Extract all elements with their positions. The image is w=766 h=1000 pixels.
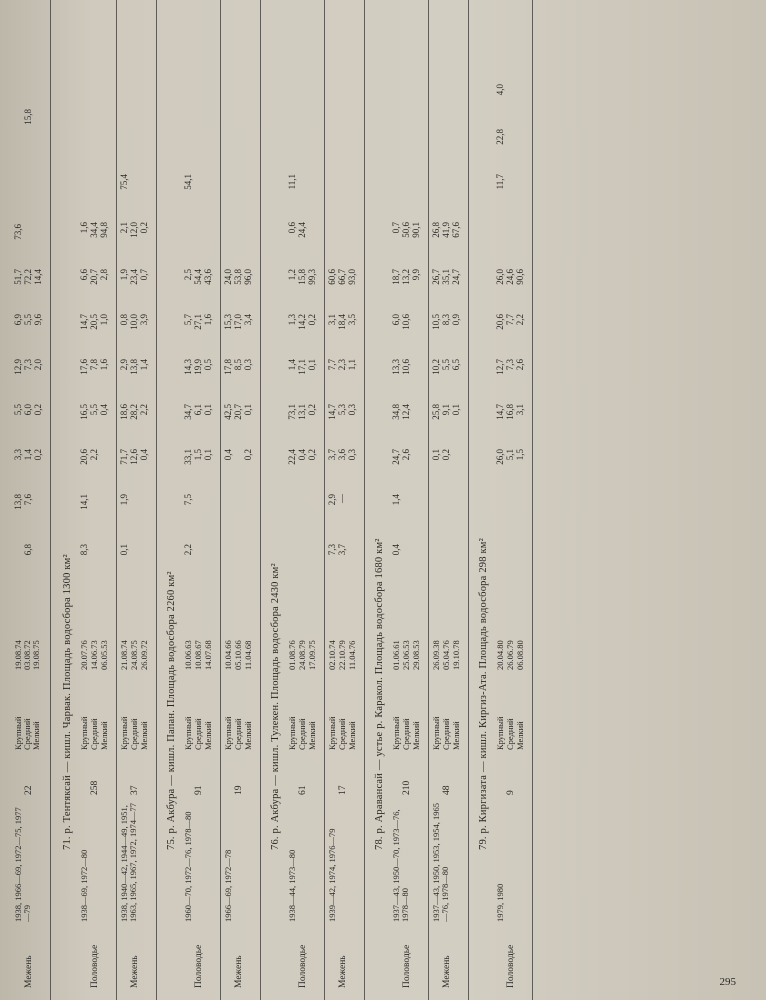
value-cell: 0,2 [33, 404, 43, 416]
rule-line [156, 0, 157, 1000]
value-cell: 0,1 [203, 449, 213, 461]
date-cell: 10.04.66 [223, 640, 233, 670]
value-cell: 20,5 [89, 314, 99, 330]
value-cell: 11,7 [495, 174, 505, 190]
size-label: Мелкий [515, 721, 525, 750]
value-cell: 60,6 [327, 269, 337, 285]
value-cell: 0,2 [441, 449, 451, 461]
count-cell: 9 [506, 790, 516, 795]
date-cell: 11.04.76 [347, 640, 357, 670]
value-cell: 14,7 [327, 404, 337, 420]
value-cell: 2,6 [401, 449, 411, 461]
value-cell: 13,8 [13, 494, 23, 510]
value-cell: 7,5 [183, 494, 193, 506]
value-cell: 15,8 [23, 109, 33, 125]
phase-label: Половодье [194, 944, 204, 988]
value-cell: 19,9 [193, 359, 203, 375]
value-cell: 26,0 [495, 449, 505, 465]
section-title: 78. р. Аравансай — устье р. Каракол. Площадь водосбора 1680 км² [374, 538, 385, 850]
value-cell: 0,2 [139, 222, 149, 234]
size-label: Мелкий [307, 721, 317, 750]
phase-label: Половодье [402, 944, 412, 988]
value-cell: 42,5 [223, 404, 233, 420]
value-cell: 0,4 [223, 449, 233, 461]
value-cell: 10,2 [431, 359, 441, 375]
value-cell: 24,4 [297, 222, 307, 238]
date-cell: 14.07.68 [203, 640, 213, 670]
value-cell: 22,8 [495, 129, 505, 145]
value-cell: 1,1 [347, 359, 357, 371]
date-cell: 17.09.75 [307, 640, 317, 670]
value-cell: 67,6 [451, 222, 461, 238]
value-cell: 10,6 [401, 359, 411, 375]
value-cell: 16,5 [79, 404, 89, 420]
value-cell: 1,5 [515, 449, 525, 461]
value-cell: 0,2 [307, 314, 317, 326]
size-label: Средний [441, 718, 451, 750]
value-cell: 17,8 [223, 359, 233, 375]
value-cell: 94,8 [99, 222, 109, 238]
value-cell: 7,3 [327, 544, 337, 556]
value-cell: 0,4 [139, 449, 149, 461]
value-cell: 15,8 [297, 269, 307, 285]
date-cell: 14.06.73 [89, 640, 99, 670]
value-cell: 12,6 [129, 449, 139, 465]
date-cell: 25.06.53 [401, 640, 411, 670]
value-cell: 43,6 [203, 269, 213, 285]
value-cell: 20,6 [79, 449, 89, 465]
years-cell: 1979, 1980 [495, 883, 505, 922]
value-cell: 9,9 [411, 269, 421, 281]
size-label: Средний [297, 718, 307, 750]
size-label: Крупный [327, 716, 337, 750]
date-cell: 01.08.76 [287, 640, 297, 670]
value-cell: 0,7 [139, 269, 149, 281]
value-cell: 2,0 [33, 359, 43, 371]
count-cell: 37 [130, 785, 140, 795]
size-label: Мелкий [451, 721, 461, 750]
value-cell: 33,1 [183, 449, 193, 465]
years-cell: 1937—43, 1950, 1953, 1954, 1965—76, 1978—80 [431, 803, 450, 922]
size-label: Крупный [495, 716, 505, 750]
size-label: Средний [505, 718, 515, 750]
phase-label: Межень [338, 955, 348, 988]
value-cell: 7,3 [505, 359, 515, 371]
value-cell: 6,8 [23, 544, 33, 556]
date-cell: 05.04.76 [441, 640, 451, 670]
size-label: Крупный [119, 716, 129, 750]
value-cell: 1,6 [203, 314, 213, 326]
value-cell: 2,9 [119, 359, 129, 371]
value-cell: 34,7 [183, 404, 193, 420]
value-cell: 0,2 [33, 449, 43, 461]
value-cell: 17,1 [297, 359, 307, 375]
years-cell: 1937—43, 1950—70, 1973—76, 1978—80 [391, 809, 410, 922]
value-cell: 0,1 [451, 404, 461, 416]
value-cell: 2,5 [183, 269, 193, 281]
value-cell: 54,1 [183, 174, 193, 190]
value-cell: 7,7 [505, 314, 515, 326]
value-cell: 6,5 [451, 359, 461, 371]
value-cell: 3,1 [327, 314, 337, 326]
value-cell: 0,5 [203, 359, 213, 371]
rule-line [468, 0, 469, 1000]
value-cell: 13,8 [129, 359, 139, 375]
value-cell: 5,5 [441, 359, 451, 371]
value-cell: 20,6 [495, 314, 505, 330]
value-cell: 53,8 [233, 269, 243, 285]
value-cell: 3,5 [347, 314, 357, 326]
value-cell: 0,8 [119, 314, 129, 326]
value-cell: 1,4 [287, 359, 297, 371]
size-label: Крупный [183, 716, 193, 750]
value-cell: 8,3 [441, 314, 451, 326]
value-cell: 12,7 [495, 359, 505, 375]
value-cell: 4,0 [495, 84, 505, 96]
date-cell: 19.08.75 [31, 640, 41, 670]
value-cell: 7,7 [327, 359, 337, 371]
value-cell: 6,0 [23, 404, 33, 416]
value-cell: 10,0 [129, 314, 139, 330]
count-cell: 210 [402, 780, 412, 795]
value-cell: 26,8 [431, 222, 441, 238]
value-cell: 26,0 [495, 269, 505, 285]
value-cell: 24,7 [391, 449, 401, 465]
size-label: Мелкий [31, 721, 41, 750]
value-cell: 26,7 [431, 269, 441, 285]
value-cell: 5,3 [337, 404, 347, 416]
value-cell: 22,4 [287, 449, 297, 465]
value-cell: 1,6 [79, 222, 89, 234]
date-cell: 26.06.79 [505, 640, 515, 670]
date-cell: 11.04.68 [243, 640, 253, 670]
years-cell: 1938, 1966—69, 1972—75, 1977—79 [13, 807, 32, 922]
phase-label: Межень [442, 955, 452, 988]
size-label: Мелкий [99, 721, 109, 750]
value-cell: 0,7 [391, 222, 401, 234]
value-cell: 2,3 [337, 359, 347, 371]
value-cell: 0,6 [287, 222, 297, 234]
date-cell: 20.07.76 [79, 640, 89, 670]
value-cell: 12,4 [401, 404, 411, 420]
value-cell: 0,4 [391, 544, 401, 556]
value-cell: 35,1 [441, 269, 451, 285]
value-cell: 20,7 [89, 269, 99, 285]
value-cell: 0,2 [243, 449, 253, 461]
value-cell: 2,1 [119, 222, 129, 234]
count-cell: 48 [442, 785, 452, 795]
value-cell: 0,3 [347, 404, 357, 416]
phase-label: Половодье [90, 944, 100, 988]
value-cell: — [337, 494, 347, 503]
value-cell: 54,4 [193, 269, 203, 285]
date-cell: 26.09.38 [431, 640, 441, 670]
value-cell: 93,0 [347, 269, 357, 285]
value-cell: 2,6 [515, 359, 525, 371]
size-label: Средний [337, 718, 347, 750]
value-cell: 0,1 [203, 404, 213, 416]
count-cell: 91 [194, 785, 204, 795]
date-cell: 05.10.66 [233, 640, 243, 670]
value-cell: 24,6 [505, 269, 515, 285]
section-title: 76. р. Акбура — кишл. Тулекен. Площадь водосбора 2430 км² [270, 563, 281, 850]
rule-line [364, 0, 365, 1000]
value-cell: 7,3 [23, 359, 33, 371]
value-cell: 1,4 [139, 359, 149, 371]
value-cell: 1,0 [99, 314, 109, 326]
value-cell: 18,6 [119, 404, 129, 420]
value-cell: 9,1 [441, 404, 451, 416]
size-label: Крупный [431, 716, 441, 750]
value-cell: 9,6 [33, 314, 43, 326]
date-cell: 19.10.78 [451, 640, 461, 670]
value-cell: 0,4 [99, 404, 109, 416]
size-label: Средний [89, 718, 99, 750]
years-cell: 1939—42, 1974, 1976—79 [327, 828, 337, 922]
value-cell: 99,3 [307, 269, 317, 285]
value-cell: 75,4 [119, 174, 129, 190]
date-cell: 26.09.72 [139, 640, 149, 670]
value-cell: 1,4 [391, 494, 401, 506]
size-label: Крупный [79, 716, 89, 750]
page-number: 295 [719, 976, 736, 988]
value-cell: 3,3 [13, 449, 23, 461]
value-cell: 1,3 [287, 314, 297, 326]
value-cell: 8,5 [233, 359, 243, 371]
value-cell: 3,7 [327, 449, 337, 461]
years-cell: 1938—44, 1973—80 [287, 849, 297, 922]
years-cell: 1938—69, 1972—80 [79, 849, 89, 922]
count-cell: 61 [298, 785, 308, 795]
value-cell: 72,2 [23, 269, 33, 285]
value-cell: 23,4 [129, 269, 139, 285]
value-cell: 5,5 [23, 314, 33, 326]
rule-line [428, 0, 429, 1000]
value-cell: 73,6 [13, 224, 23, 240]
value-cell: 5,1 [505, 449, 515, 461]
count-cell: 19 [234, 785, 244, 795]
value-cell: 14,7 [495, 404, 505, 420]
value-cell: 0,3 [243, 359, 253, 371]
value-cell: 2,2 [515, 314, 525, 326]
years-cell: 1938, 1940—42, 1944—49, 1951, 1963, 1965, 1967, 1972, 1974—77 [119, 803, 138, 922]
phase-label: Межень [130, 955, 140, 988]
years-cell: 1960—70, 1972—76, 1978—80 [183, 811, 193, 922]
value-cell: 1,5 [193, 449, 203, 461]
phase-label: Половодье [298, 944, 308, 988]
value-cell: 0,1 [307, 359, 317, 371]
value-cell: 1,9 [119, 269, 129, 281]
value-cell: 11,1 [287, 174, 297, 190]
value-cell: 16,8 [505, 404, 515, 420]
value-cell: 10,6 [401, 314, 411, 330]
value-cell: 0,4 [297, 449, 307, 461]
size-label: Крупный [391, 716, 401, 750]
phase-label: Межень [234, 955, 244, 988]
date-cell: 02.10.74 [327, 640, 337, 670]
size-label: Крупный [223, 716, 233, 750]
value-cell: 17,6 [79, 359, 89, 375]
value-cell: 2,2 [139, 404, 149, 416]
value-cell: 24,7 [451, 269, 461, 285]
value-cell: 50,6 [401, 222, 411, 238]
phase-label: Межень [24, 955, 34, 988]
value-cell: 13,3 [391, 359, 401, 375]
value-cell: 14,4 [33, 269, 43, 285]
date-cell: 06.05.53 [99, 640, 109, 670]
date-cell: 20.04.80 [495, 640, 505, 670]
date-cell: 01.06.61 [391, 640, 401, 670]
value-cell: 0,1 [243, 404, 253, 416]
years-cell: 1966—69, 1972—78 [223, 849, 233, 922]
rule-line [116, 0, 117, 1000]
rule-line [50, 0, 51, 1000]
value-cell: 7,8 [89, 359, 99, 371]
value-cell: 8,3 [79, 544, 89, 556]
value-cell: 41,9 [441, 222, 451, 238]
size-label: Крупный [13, 716, 23, 750]
value-cell: 27,1 [193, 314, 203, 330]
value-cell: 34,4 [89, 222, 99, 238]
date-cell: 24.08.75 [129, 640, 139, 670]
date-cell: 21.08.74 [119, 640, 129, 670]
value-cell: 18,7 [391, 269, 401, 285]
value-cell: 90,1 [411, 222, 421, 238]
value-cell: 73,1 [287, 404, 297, 420]
value-cell: 0,2 [307, 449, 317, 461]
rule-line [220, 0, 221, 1000]
value-cell: 0,3 [347, 449, 357, 461]
size-label: Мелкий [411, 721, 421, 750]
section-title: 75. р. Акбура — кишл. Папан. Площадь водосбора 2260 км² [166, 571, 177, 850]
value-cell: 15,3 [223, 314, 233, 330]
value-cell: 3,1 [515, 404, 525, 416]
value-cell: 6,0 [391, 314, 401, 326]
value-cell: 13,1 [297, 404, 307, 420]
phase-label: Половодье [506, 944, 516, 988]
value-cell: 2,9 [327, 494, 337, 506]
size-label: Средний [401, 718, 411, 750]
date-cell: 22.10.79 [337, 640, 347, 670]
value-cell: 12,9 [13, 359, 23, 375]
size-label: Средний [193, 718, 203, 750]
value-cell: 24,0 [223, 269, 233, 285]
value-cell: 5,7 [183, 314, 193, 326]
count-cell: 22 [24, 785, 34, 795]
date-cell: 06.08.80 [515, 640, 525, 670]
rule-line [532, 0, 533, 1000]
section-title: 79. р. Киргизата — кишл. Киргиз-Ата. Площадь водосбора 298 км² [478, 538, 489, 850]
value-cell: 7,6 [23, 494, 33, 506]
value-cell: 13,2 [401, 269, 411, 285]
value-cell: 51,7 [13, 269, 23, 285]
value-cell: 2,2 [89, 449, 99, 461]
value-cell: 14,7 [79, 314, 89, 330]
size-label: Мелкий [243, 721, 253, 750]
rule-line [324, 0, 325, 1000]
value-cell: 6,1 [193, 404, 203, 416]
count-cell: 17 [338, 785, 348, 795]
section-title: 71. р. Тентяксай — кишл. Чарвак. Площадь водосбора 1300 км² [62, 554, 73, 850]
size-label: Средний [233, 718, 243, 750]
value-cell: 3,6 [337, 449, 347, 461]
value-cell: 6,6 [79, 269, 89, 281]
value-cell: 28,2 [129, 404, 139, 420]
value-cell: 12,0 [129, 222, 139, 238]
value-cell: 17,0 [233, 314, 243, 330]
value-cell: 20,7 [233, 404, 243, 420]
value-cell: 25,8 [431, 404, 441, 420]
size-label: Крупный [287, 716, 297, 750]
value-cell: 1,6 [99, 359, 109, 371]
count-cell: 258 [90, 780, 100, 795]
value-cell: 5,5 [89, 404, 99, 416]
date-cell: 24.08.79 [297, 640, 307, 670]
value-cell: 1,2 [287, 269, 297, 281]
date-cell: 29.08.53 [411, 640, 421, 670]
value-cell: 5,5 [13, 404, 23, 416]
value-cell: 3,4 [243, 314, 253, 326]
value-cell: 90,6 [515, 269, 525, 285]
value-cell: 71,7 [119, 449, 129, 465]
value-cell: 0,1 [119, 544, 129, 556]
value-cell: 2,2 [183, 544, 193, 556]
date-cell: 19.08.74 [13, 640, 23, 670]
value-cell: 34,8 [391, 404, 401, 420]
value-cell: 18,4 [337, 314, 347, 330]
value-cell: 6,9 [13, 314, 23, 326]
size-label: Средний [22, 718, 32, 750]
date-cell: 10.06.63 [183, 640, 193, 670]
value-cell: 3,7 [337, 544, 347, 556]
value-cell: 0,1 [431, 449, 441, 461]
value-cell: 0,9 [451, 314, 461, 326]
value-cell: 14,1 [79, 494, 89, 510]
value-cell: 1,4 [23, 449, 33, 461]
size-label: Средний [129, 718, 139, 750]
value-cell: 96,0 [243, 269, 253, 285]
value-cell: 2,8 [99, 269, 109, 281]
size-label: Мелкий [203, 721, 213, 750]
rule-line [260, 0, 261, 1000]
date-cell: 10.08.67 [193, 640, 203, 670]
size-label: Мелкий [347, 721, 357, 750]
value-cell: 0,2 [307, 404, 317, 416]
value-cell: 10,5 [431, 314, 441, 330]
value-cell: 3,9 [139, 314, 149, 326]
size-label: Мелкий [139, 721, 149, 750]
value-cell: 14,3 [183, 359, 193, 375]
value-cell: 66,7 [337, 269, 347, 285]
value-cell: 14,2 [297, 314, 307, 330]
date-cell: 03.08.72 [22, 640, 32, 670]
value-cell: 1,9 [119, 494, 129, 506]
